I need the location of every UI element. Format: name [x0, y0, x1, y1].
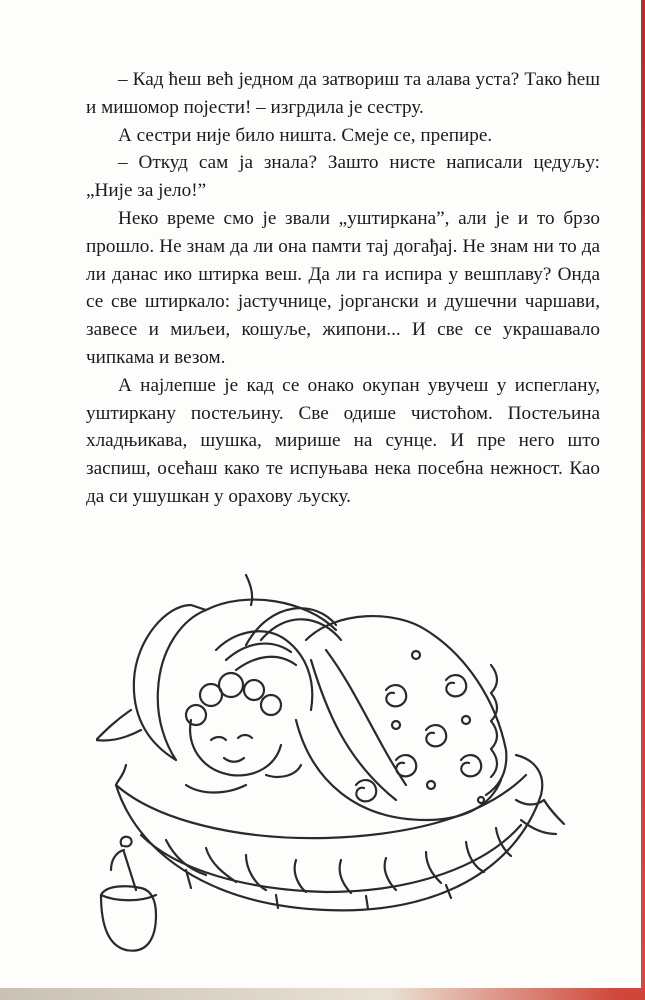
paragraph-1: – Кад ћеш већ једном да затвориш та алава уста? Тако ћеш и мишомор појести! – изгрдила је сестру. — [86, 69, 600, 118]
paragraph-2: А сестри није било ништа. Смеје се, препире. — [118, 124, 493, 146]
page-edge-bottom — [0, 988, 645, 1000]
paragraph-4: Неко време смо је звали „уштиркана”, али је и то брзо прошло. Не знам да ли она памти тај догађај. Не знам ни то да ли данас ико штирка веш. Да ли га испира у вешплаву? Онда се све штиркало: јастучнице, јоргански и душечни чаршави, завесе и миљеи, кошуље, жипони... И све се украшавало чипкама и везом. — [86, 207, 600, 368]
page-edge-red — [641, 0, 645, 1000]
paragraph-3: – Откуд сам ја знала? Зашто нисте написали цедуљу: „Није за јело!” — [86, 152, 600, 202]
walnut-shell-drawing-icon — [96, 570, 566, 970]
sleeping-child-illustration-icon — [96, 570, 566, 970]
paragraph-5: А најлепше је кад се онако окупан увучеш у испеглану, уштиркану постељину. Све одише чистоћом. Постељина хладњикава, шушка, мирише на сунце. И пре него што заспиш, осећаш како те испуњава нека посебна нежност. Као да си ушушкан у орахову љуску. — [86, 374, 600, 507]
page-text — [86, 66, 600, 511]
